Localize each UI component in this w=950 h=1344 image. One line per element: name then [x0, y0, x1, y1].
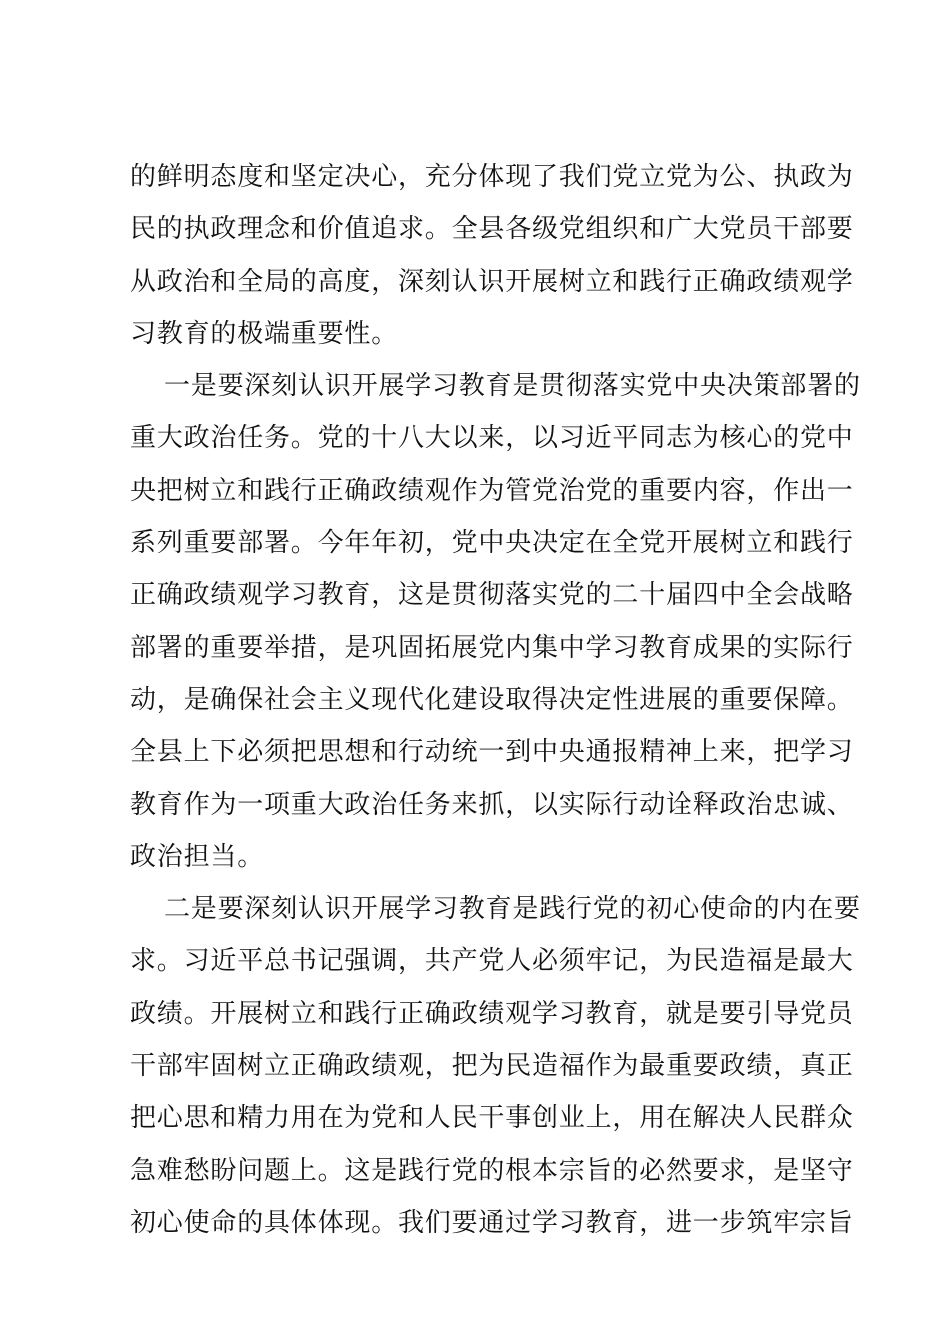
text-line: 干部牢固树立正确政绩观，把为民造福作为最重要政绩，真正: [130, 1051, 854, 1082]
text-line: 民的执政理念和价值追求。全县各级党组织和广大党员干部要: [130, 214, 854, 245]
text-line: 把心思和精力用在为党和人民干事创业上，用在解决人民群众: [130, 1103, 854, 1134]
text-line: 教育作为一项重大政治任务来抓，以实际行动诠释政治忠诚、: [130, 789, 854, 820]
text-line: 政治担当。: [130, 841, 265, 872]
text-line: 二是要深刻认识开展学习教育是践行党的初心使命的内在要: [164, 894, 861, 925]
text-line: 动，是确保社会主义现代化建设取得决定性进展的重要保障。: [130, 684, 854, 715]
text-line: 急难愁盼问题上。这是践行党的根本宗旨的必然要求，是坚守: [130, 1155, 854, 1186]
text-line: 央把树立和践行正确政绩观作为管党治党的重要内容，作出一: [130, 475, 854, 506]
text-line: 部署的重要举措，是巩固拓展党内集中学习教育成果的实际行: [130, 632, 854, 663]
text-line: 重大政治任务。党的十八大以来，以习近平同志为核心的党中: [130, 423, 854, 454]
text-line: 全县上下必须把思想和行动统一到中央通报精神上来，把学习: [130, 737, 854, 768]
text-line: 正确政绩观学习教育，这是贯彻落实党的二十届四中全会战略: [130, 580, 854, 611]
text-line: 从政治和全局的高度，深刻认识开展树立和践行正确政绩观学: [130, 266, 854, 297]
text-line: 政绩。开展树立和践行正确政绩观学习教育，就是要引导党员: [130, 998, 854, 1029]
document-body: [130, 151, 861, 1249]
text-line: 一是要深刻认识开展学习教育是贯彻落实党中央决策部署的: [164, 371, 861, 402]
text-line: 习教育的极端重要性。: [130, 318, 399, 349]
text-line: 求。习近平总书记强调，共产党人必须牢记，为民造福是最大: [130, 946, 854, 977]
text-line: 初心使命的具体体现。我们要通过学习教育，进一步筑牢宗旨: [130, 1207, 854, 1238]
text-line: 系列重要部署。今年年初，党中央决定在全党开展树立和践行: [130, 528, 854, 559]
text-line: 的鲜明态度和坚定决心，充分体现了我们党立党为公、执政为: [130, 162, 854, 192]
